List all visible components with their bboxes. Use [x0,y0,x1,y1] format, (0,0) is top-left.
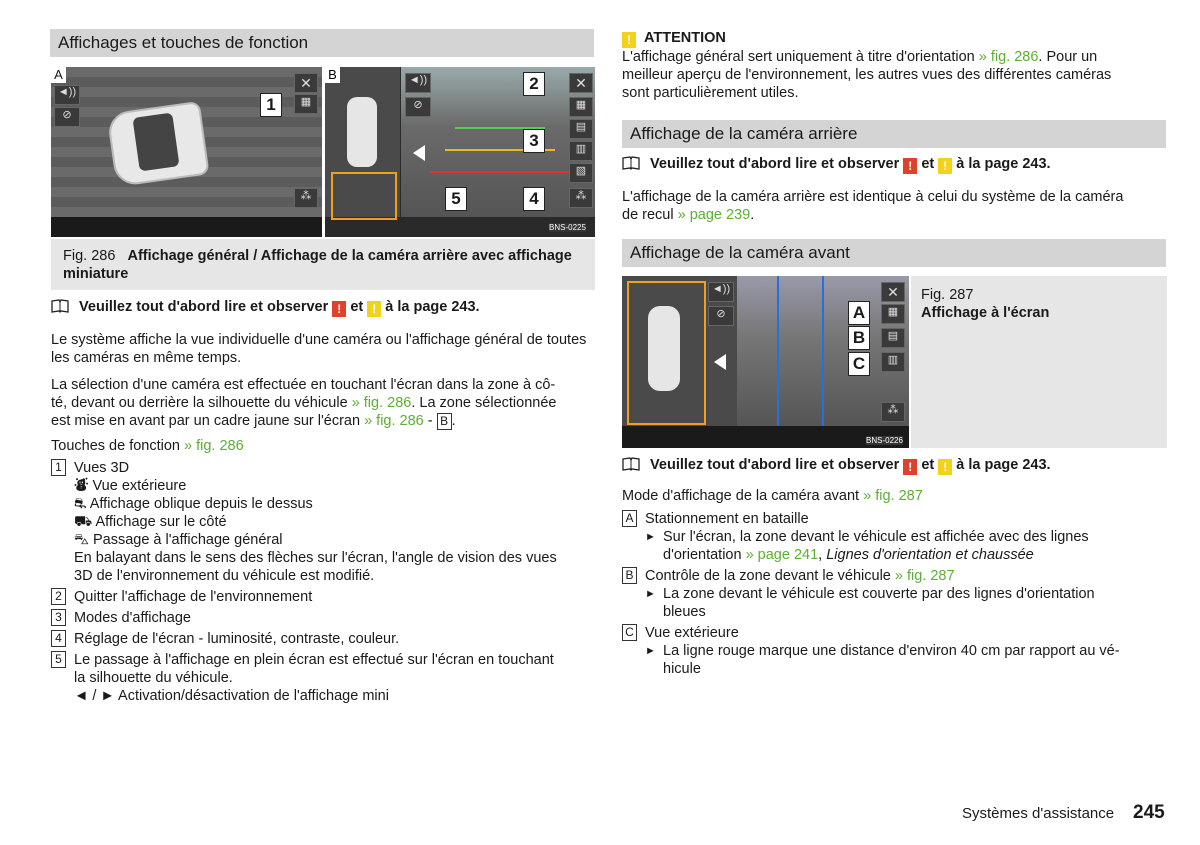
fig-link[interactable]: » fig. 286 [978,49,1039,65]
item-subtext: bleues [663,604,706,620]
mode-list [622,510,1167,678]
close-icon: ✕ [881,282,905,302]
fig-link[interactable]: » fig. 286 [364,413,424,429]
paragraph-line: té, devant ou derrière la silhouette du véhicule [51,395,348,411]
mute-icon: ◄)) [708,282,734,302]
paragraph [51,376,596,430]
item-subtext: hicule [663,661,701,677]
warning-red-icon: ! [903,459,917,475]
item-number: 1 [51,459,66,476]
item-number: 5 [51,651,66,668]
mode-icon: ▤ [881,328,905,348]
page-link[interactable]: » page 239 [677,207,751,223]
list-item [51,459,596,585]
function-keys-list [51,459,596,705]
mute-icon: ◄)) [54,85,80,105]
section-title: Affichage de la caméra arrière [622,120,1166,148]
book-icon [622,457,640,471]
item-text: Réglage de l'écran - luminosité, contraste, couleur. [74,631,400,647]
book-icon [51,299,69,313]
item-text: En balayant dans le sens des flèches sur l'écran, l'angle de vision des vues [74,550,557,566]
figure-286 [51,67,595,237]
item-text: Modes d'affichage [74,610,191,626]
settings-icon: ⁂ [569,188,593,208]
item-text: Contrôle de la zone devant le véhicule [645,568,891,584]
item-letter: B [622,567,637,584]
warning-yellow-icon: ! [938,459,952,475]
arrow-left-icon [413,145,425,161]
paragraph-line: est mise en avant par un cadre jaune sur l'écran [51,413,361,429]
dash: - [427,413,433,429]
paragraph-line: La sélection d'une caméra est effectuée en touchant l'écran dans la zone à cô- [51,377,556,393]
item-subtext: ► La ligne rouge marque une distance d'environ 40 cm par rapport au vé- [645,642,1120,660]
panel-label-b: B [325,67,340,83]
figure-title: Affichage à l'écran [921,305,1050,321]
read-note-page: à la page 243. [385,299,480,315]
figure-number: Fig. 287 [921,287,974,303]
warning-red-icon: ! [903,158,917,174]
read-note-text: Veuillez tout d'abord lire et observer [650,156,900,172]
item-text: ⛍ Passage à l'affichage général [74,532,283,548]
mode-icon: ▥ [569,141,593,161]
section-title: Affichage de la caméra avant [622,239,1166,267]
list-item [622,567,1167,621]
arrow-left-icon [714,354,726,370]
list-item [51,630,596,648]
book-icon [622,156,640,170]
figure-code: BNS-0226 [866,436,903,445]
attention-box [622,29,1167,102]
item-number: 3 [51,609,66,626]
settings-icon: ⁂ [881,402,905,422]
mode-icon: ▥ [881,352,905,372]
car-silhouette [347,97,377,167]
item-text: Quitter l'affichage de l'environnement [74,589,313,605]
attention-text: sont particulièrement utiles. [622,85,799,101]
callout-5: 5 [445,187,467,211]
figure-number: Fig. 286 [63,248,116,264]
mode-icon: ▦ [569,97,593,117]
car-roof [132,112,179,171]
list-item: A Stationnement en bataille ► Sur l'écran, la zone devant le véhicule est affichée avec des lignes d'orientation » page 241, Lignes d'orientation et chaussée [622,510,1167,564]
fig-link[interactable]: » fig. 286 [184,438,244,454]
callout-b: B [848,326,870,350]
page-link[interactable]: » page 241 [745,547,819,563]
view-mode-icon: ▦ [294,94,318,114]
settings-icon: ⁂ [294,188,318,208]
read-note-page: à la page 243. [956,156,1051,172]
panel-label-a: A [51,67,66,83]
guide-line-red [430,171,570,173]
paragraph: Le système affiche la vue individuelle d'une caméra ou l'affichage général de toutes les caméras en même temps. [51,332,587,366]
warning-yellow-icon: ! [367,301,381,317]
attention-text: . Pour un [1038,49,1098,65]
callout-4: 4 [523,187,545,211]
read-note-et: et [921,156,935,172]
panel-b [325,67,595,237]
item-text: Vue extérieure [645,625,739,641]
callout-2: 2 [523,72,545,96]
keys-title-text: Touches de fonction [51,438,180,454]
read-note-text: Veuillez tout d'abord lire et observer [79,299,329,315]
fig-link[interactable]: » fig. 287 [863,488,923,504]
paragraph-line: de recul [622,207,674,223]
fig-link[interactable]: » fig. 286 [351,395,412,411]
paragraph-line: L'affichage de la caméra arrière est identique à celui du système de la caméra [622,189,1124,205]
read-note-text: Veuillez tout d'abord lire et observer [650,457,900,473]
car-silhouette [648,306,680,391]
mode-icon: ▤ [569,119,593,139]
item-subtext: ► Sur l'écran, la zone devant le véhicule est affichée avec des lignes [645,528,1089,546]
list-item [622,624,1167,678]
footer-section: Systèmes d'assistance [962,805,1115,822]
read-note-page: à la page 243. [956,457,1051,473]
read-note-et: et [350,299,364,315]
figure-title: Affichage général / Affichage de la caméra arrière avec affichage miniature [63,248,572,282]
list-item [51,609,596,627]
item-letter: A [622,510,637,527]
page-number: 245 [1133,802,1165,823]
item-text: ⛟ Affichage sur le côté [74,514,227,530]
mode-title-text: Mode d'affichage de la caméra avant [622,488,860,504]
fig-link[interactable]: » fig. 287 [894,568,955,584]
figure-code: BNS-0225 [549,223,586,232]
figure-caption [51,239,595,290]
mute-icon: ◄)) [405,73,431,93]
callout-3: 3 [523,129,545,153]
item-text: 3D de l'environnement du véhicule est modifié. [74,568,375,584]
sensor-off-icon: ⊘ [405,97,431,117]
warning-red-icon: ! [332,301,346,317]
paragraph [622,188,1167,224]
letter-box: B [437,413,452,430]
panel-a [51,67,322,237]
warning-yellow-icon: ! [622,32,636,48]
read-note [51,299,596,317]
close-icon: ✕ [294,73,318,93]
read-note [622,457,1167,475]
item-number: 4 [51,630,66,647]
item-text: la silhouette du véhicule. [74,670,233,686]
sensor-off-icon: ⊘ [54,107,80,127]
item-subtext: ► La zone devant le véhicule est couverte par des lignes d'orientation [645,585,1095,603]
period: . [451,413,456,429]
item-text: ◄ / ► Activation/désactivation de l'affichage mini [74,688,389,704]
guide-line-blue [777,276,779,426]
attention-text: L'affichage général sert uniquement à titre d'orientation [622,49,975,65]
item-subtext: d'orientation [663,547,742,563]
attention-text: meilleur aperçu de l'environnement, les autres vues des différentes caméras [622,67,1112,83]
item-text: ⛐ Affichage oblique depuis le dessus [74,496,313,512]
yellow-frame [331,172,397,220]
mode-icon: ▦ [881,304,905,324]
guide-line-blue [822,276,824,426]
item-text: Stationnement en bataille [645,511,809,527]
sensor-off-icon: ⊘ [708,306,734,326]
paragraph-line: . La zone sélectionnée [411,395,557,411]
warning-yellow-icon: ! [938,158,952,174]
callout-c: C [848,352,870,376]
callout-a: A [848,301,870,325]
item-text: Vues 3D [74,460,130,476]
item-number: 2 [51,588,66,605]
callout-1: 1 [260,93,282,117]
figure-caption [911,276,1167,448]
section-title: Affichages et touches de fonction [50,29,594,57]
item-text: Le passage à l'affichage en plein écran est effectué sur l'écran en touchant [74,652,554,668]
item-subtext-italic: Lignes d'orientation et chaussée [826,547,1034,563]
list-item [51,588,596,606]
close-icon: ✕ [569,73,593,93]
period: . [750,207,755,223]
mode-title [622,488,923,504]
keys-title [51,438,244,454]
read-note-et: et [921,457,935,473]
read-note [622,156,1167,174]
item-letter: C [622,624,637,641]
item-text: ⛇ Vue extérieure [74,478,187,494]
list-item [51,651,596,705]
attention-title: ATTENTION [644,30,726,46]
mode-icon: ▧ [569,163,593,183]
figure-287 [622,276,909,448]
